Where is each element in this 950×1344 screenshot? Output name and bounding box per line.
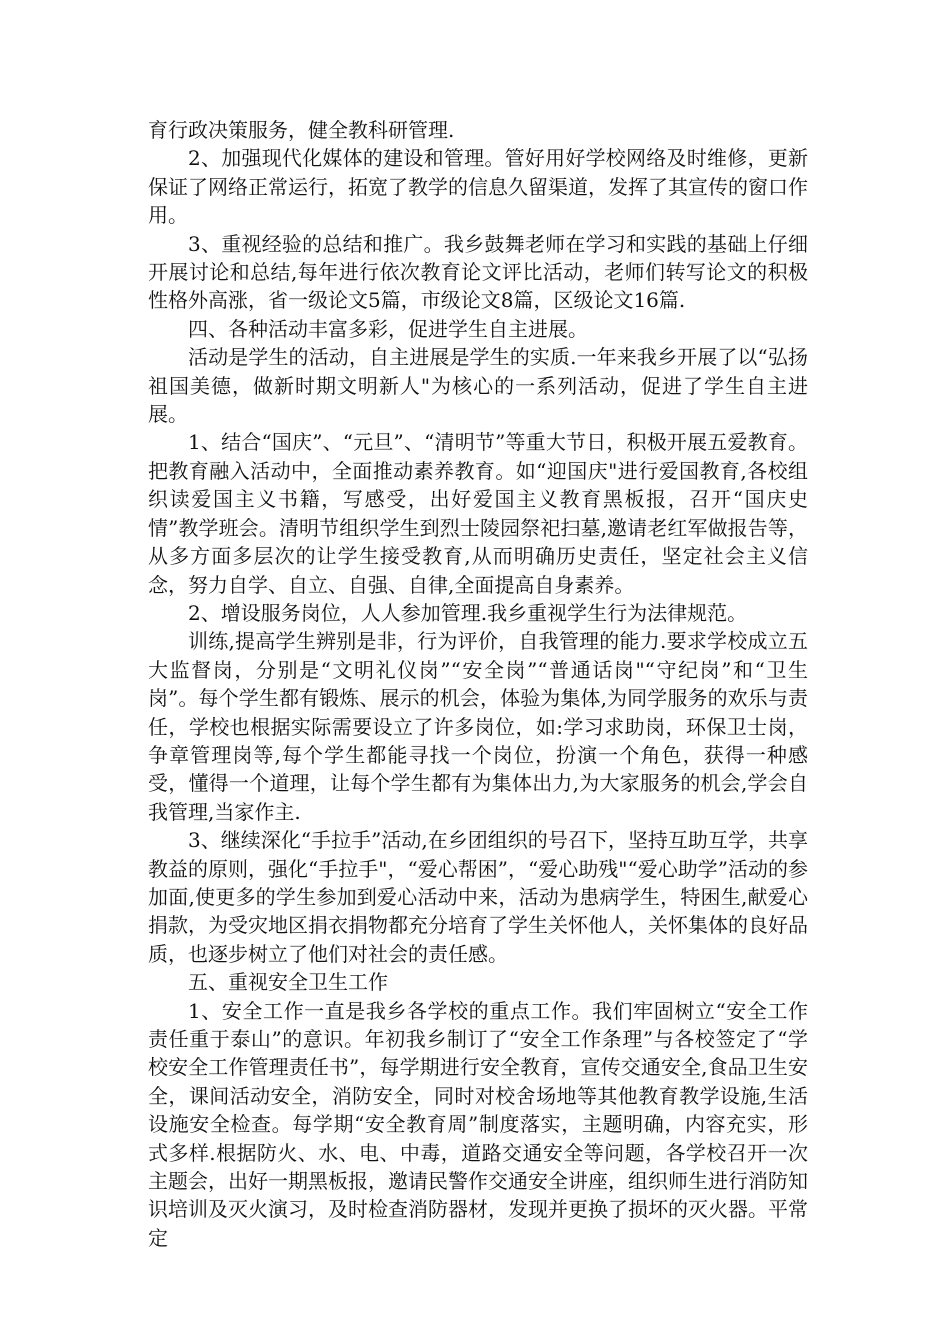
paragraph-media-management: 2、加强现代化媒体的建设和管理。管好用好学校网络及时维修，更新保证了网络正常运行，拓宽了教学的信息久留渠道，发挥了其宣传的窗口作用。 bbox=[148, 146, 808, 228]
paragraph-festival-education: 1、结合“国庆”、“元旦”、“清明节”等重大节日，积极开展五爱教育。把教育融入活动中，全面推动素养教育。如“迎国庆"进行爱国教育,各校组织读爱国主义书籍，写感受，出好爱国主义教育黑板报，召开“国庆史情”教学班会。清明节组织学生到烈士陵园祭祀扫墓,邀请老红军做报告等，从多方面多层次的让学生接受教育,从而明确历史责任，坚定社会主义信念，努力自学、自立、自强、自律,全面提高自身素养。 bbox=[148, 430, 808, 597]
document-page bbox=[148, 116, 808, 1252]
paragraph-experience-summary: 3、重视经验的总结和推广。我乡鼓舞老师在学习和实践的基础上仔细开展讨论和总结,每年进行依次教育论文评比活动，老师们转写论文的积极性格外高涨，省一级论文5篇，市级论文8篇，区级论文16篇. bbox=[148, 231, 808, 313]
paragraph-safety-work: 1、安全工作一直是我乡各学校的重点工作。我们牢固树立“安全工作责任重于泰山”的意识。年初我乡制订了“安全工作条理”与各校签定了“学校安全工作管理责任书”，每学期进行安全教育，宣传交通安全,食品卫生安全，课间活动安全，消防安全，同时对校舍场地等其他教育教学设施,生活设施安全检查。每学期“安全教育周”制度落实，主题明确，内容充实，形式多样.根据防火、水、电、中毒，道路交通安全等问题，各学校召开一次主题会，出好一期黑板报，邀请民警作交通安全讲座，组织师生进行消防知识培训及灭火演习，及时检查消防器材，发现并更换了损坏的灭火器。平常定 bbox=[148, 998, 808, 1250]
paragraph-training: 训练,提高学生辨别是非，行为评价，自我管理的能力.要求学校成立五大监督岗，分别是“文明礼仪岗”“安全岗”“普通话岗"“守纪岗”和“卫生岗”。每个学生都有锻炼、展示的机会，体验为集体,为同学服务的欢乐与责任，学校也根据实际需要设立了许多岗位，如:学习求助岗，环保卫士岗，争章管理岗等,每个学生都能寻找一个岗位，扮演一个角色，获得一种感受，懂得一个道理，让每个学生都有为集体出力,为大家服务的机会,学会自我管理,当家作主. bbox=[148, 629, 808, 824]
paragraph-continuation: 育行政决策服务，健全教科研管理. bbox=[148, 118, 455, 142]
section-heading-activities: 四、各种活动丰富多彩，促进学生自主进展。 bbox=[188, 316, 588, 341]
paragraph-service-posts: 2、增设服务岗位，人人参加管理.我乡重视学生行为法律规范。 bbox=[188, 600, 748, 625]
section-heading-safety: 五、重视安全卫生工作 bbox=[188, 970, 388, 995]
paragraph-hand-in-hand: 3、继续深化“手拉手”活动,在乡团组织的号召下，坚持互助互学，共享教益的原则，强化“手拉手"，“爱心帮困”，“爱心助残"“爱心助学”活动的参加面,使更多的学生参加到爱心活动中来，活动为患病学生，特困生,献爱心捐款，为受灾地区捐衣捐物都充分培育了学生关怀他人，关怀集体的良好品质，也逐步树立了他们对社会的责任感。 bbox=[148, 828, 808, 966]
paragraph-activities-intro: 活动是学生的活动，自主进展是学生的实质.一年来我乡开展了以“弘扬祖国美德，做新时期文明新人"为核心的一系列活动，促进了学生自主进展。 bbox=[148, 345, 808, 427]
